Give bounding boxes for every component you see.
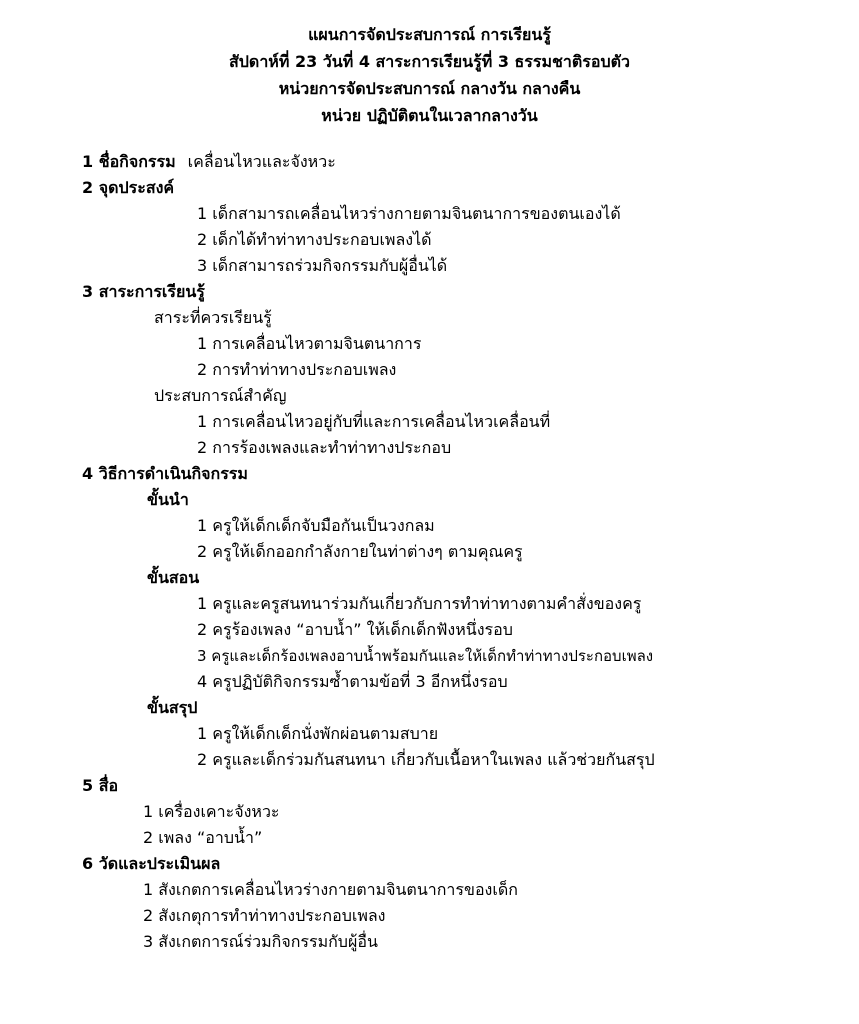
stage-intro-heading: ขั้นนำ bbox=[147, 490, 189, 509]
key-experience-subheading: ประสบการณ์สำคัญ bbox=[154, 386, 287, 405]
stage-teach-item: 2 ครูร้องเพลง “อาบน้ำ” ให้เด็กเด็กฟังหนึ่งรอบ bbox=[197, 620, 513, 639]
learning-content-item: 2 การทำท่าทางประกอบเพลง bbox=[197, 360, 397, 379]
header-week-info: สัปดาห์ที่ 23 วันที่ 4 สาระการเรียนรู้ที่ 3 ธรรมชาติรอบตัว bbox=[229, 52, 630, 71]
stage-teach-heading: ขั้นสอน bbox=[147, 568, 200, 587]
learning-content-subheading: สาระที่ควรเรียนรู้ bbox=[154, 308, 272, 327]
stage-intro-item: 2 ครูให้เด็กออกกำลังกายในท่าต่างๆ ตามคุณครู bbox=[197, 542, 523, 561]
objectives-heading: 2 จุดประสงค์ bbox=[82, 178, 175, 197]
materials-heading: 5 สื่อ bbox=[82, 776, 119, 795]
materials-item: 1 เครื่องเคาะจังหวะ bbox=[143, 802, 280, 821]
activity-name-row bbox=[82, 152, 336, 172]
evaluation-item: 3 สังเกตการณ์ร่วมกิจกรรมกับผู้อื่น bbox=[143, 932, 378, 951]
objective-item: 2 เด็กได้ทำท่าทางประกอบเพลงได้ bbox=[197, 230, 432, 249]
stage-teach-item: 1 ครูและครูสนทนาร่วมกันเกี่ยวกับการทำท่าทางตามคำสั่งของครู bbox=[197, 594, 642, 613]
evaluation-item: 2 สังเกตุการทำท่าทางประกอบเพลง bbox=[143, 906, 386, 925]
materials-item: 2 เพลง “อาบน้ำ” bbox=[143, 828, 263, 847]
key-experience-item: 1 การเคลื่อนไหวอยู่กับที่และการเคลื่อนไหวเคลื่อนที่ bbox=[197, 412, 551, 431]
header-title: แผนการจัดประสบการณ์ การเรียนรู้ bbox=[308, 25, 551, 44]
stage-teach-item: 4 ครูปฏิบัติกิจกรรมซ้ำตามข้อที่ 3 อีกหนึ่งรอบ bbox=[197, 672, 508, 691]
procedure-heading: 4 วิธีการดำเนินกิจกรรม bbox=[82, 464, 248, 483]
learning-content-heading: 3 สาระการเรียนรู้ bbox=[82, 282, 205, 301]
header-unit: หน่วยการจัดประสบการณ์ กลางวัน กลางคืน bbox=[278, 79, 581, 98]
stage-teach-item: 3 ครูและเด็กร้องเพลงอาบน้ำพร้อมกันและให้เด็กทำท่าทางประกอบเพลง bbox=[197, 647, 654, 665]
stage-summary-item: 1 ครูให้เด็กเด็กนั่งพักผ่อนตามสบาย bbox=[197, 724, 439, 743]
objective-item: 1 เด็กสามารถเคลื่อนไหวร่างกายตามจินตนาการของตนเองได้ bbox=[197, 204, 621, 223]
evaluation-heading: 6 วัดและประเมินผล bbox=[82, 854, 221, 873]
key-experience-item: 2 การร้องเพลงและทำท่าทางประกอบ bbox=[197, 438, 452, 457]
activity-name-label: 1 ชื่อกิจกรรม bbox=[82, 152, 176, 171]
header-subunit: หน่วย ปฏิบัติตนในเวลากลางวัน bbox=[321, 106, 538, 125]
stage-intro-item: 1 ครูให้เด็กเด็กจับมือกันเป็นวงกลม bbox=[197, 516, 435, 535]
evaluation-item: 1 สังเกตการเคลื่อนไหวร่างกายตามจินตนาการของเด็ก bbox=[143, 880, 518, 899]
stage-summary-heading: ขั้นสรุป bbox=[147, 698, 198, 717]
activity-name-value: เคลื่อนไหวและจังหวะ bbox=[187, 152, 336, 171]
objective-item: 3 เด็กสามารถร่วมกิจกรรมกับผู้อื่นได้ bbox=[197, 256, 448, 275]
learning-content-item: 1 การเคลื่อนไหวตามจินตนาการ bbox=[197, 334, 422, 353]
stage-summary-item: 2 ครูและเด็กร่วมกันสนทนา เกี่ยวกับเนื้อหาในเพลง แล้วช่วยกันสรุป bbox=[197, 750, 655, 769]
